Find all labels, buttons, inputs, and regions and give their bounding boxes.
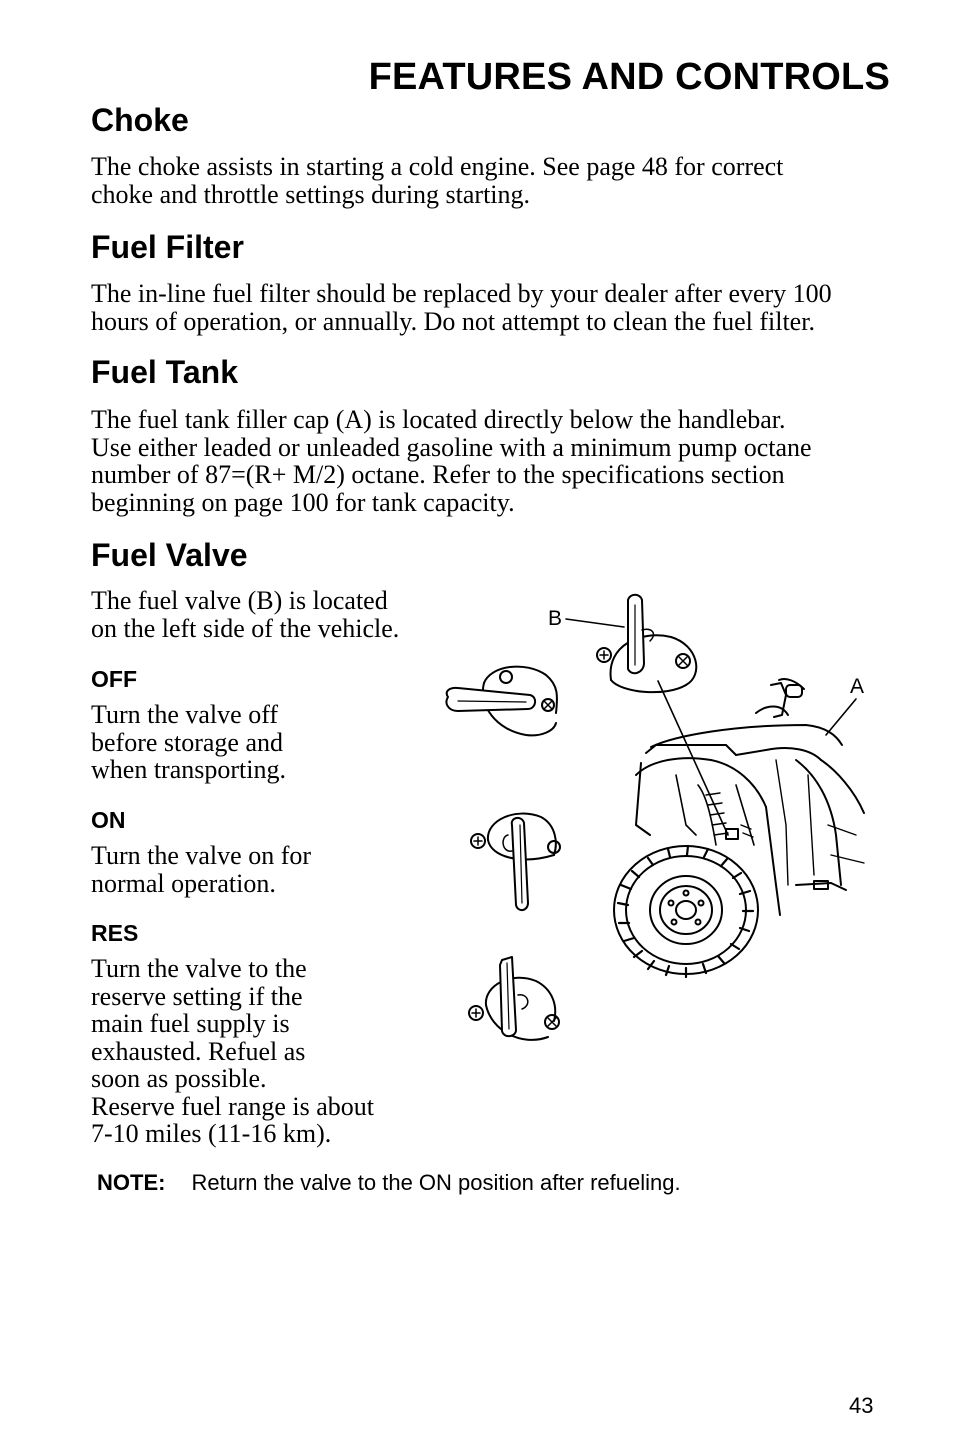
note: [97, 1170, 681, 1196]
valve-b-callout: [597, 595, 696, 692]
off-body: Turn the valve off before storage and when transporting.: [91, 700, 286, 784]
label-b: B: [548, 607, 563, 630]
fuel-filter-body: The in-line fuel filter should be replaced by your dealer after every 100 hours of operation, or annually. Do not attempt to clean the fuel filter.: [91, 279, 832, 336]
fuel-filter-heading: Fuel Filter: [91, 229, 244, 265]
on-body: Turn the valve on for normal operation.: [91, 841, 312, 898]
fuel-tank-body: The fuel tank filler cap (A) is located directly below the handlebar. Use either leaded or unleaded gasoline with a minimum pump octane number of 87=(R+ M/2) octane. Refer to the specifications section beginning on page 100 for tank capacity.: [91, 405, 812, 517]
fuel-valve-heading: Fuel Valve: [91, 537, 248, 573]
fuel-valve-illustration: [436, 585, 876, 1055]
valve-on-icon: [471, 814, 560, 911]
fuel-tank-heading: Fuel Tank: [91, 354, 238, 390]
choke-heading: Choke: [91, 102, 189, 138]
on-heading: ON: [91, 807, 126, 833]
off-heading: OFF: [91, 666, 137, 692]
label-a: A: [849, 675, 864, 698]
fuel-valve-body: The fuel valve (B) is located on the left side of the vehicle.: [91, 586, 400, 643]
valve-off-icon: [446, 667, 557, 736]
atv-illustration: [614, 679, 864, 977]
leader-a: [826, 699, 856, 735]
choke-body: The choke assists in starting a cold engine. See page 48 for correct choke and throttle settings during starting.: [91, 152, 784, 209]
page-title: FEATURES AND CONTROLS: [368, 56, 890, 98]
res-heading: RES: [91, 920, 139, 946]
note-label: NOTE:: [97, 1170, 166, 1195]
leader-b: [566, 619, 624, 627]
page-number: 43: [849, 1393, 874, 1418]
note-text: Return the valve to the ON position after refueling.: [191, 1170, 681, 1195]
valve-res-icon: [469, 957, 559, 1040]
res-body: Turn the valve to the reserve setting if the main fuel supply is exhausted. Refuel as soon as possible. Reserve fuel range is about 7-10 miles (11-16 km).: [91, 954, 375, 1148]
